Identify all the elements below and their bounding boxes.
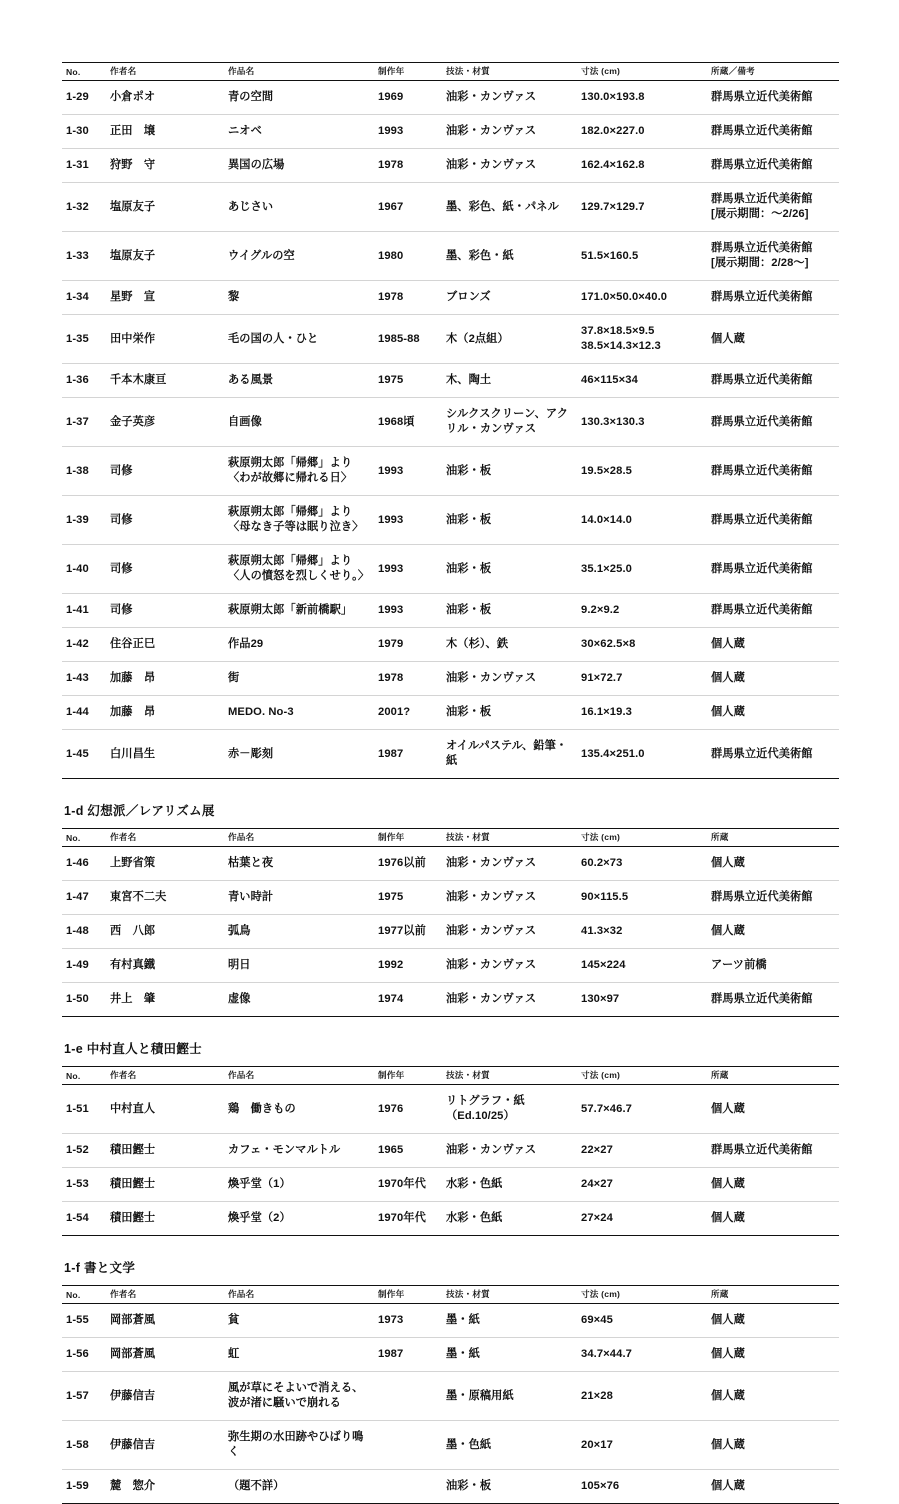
cell-work: 萩原朔太郎「帰郷」より〈わが故郷に帰れる日〉 (224, 447, 374, 496)
cell-owner: 個人蔵 (707, 1421, 839, 1470)
cell-owner: 群馬県立近代美術館 (707, 364, 839, 398)
cell-dimensions: 14.0×14.0 (577, 496, 707, 545)
col-header-year: 制作年 (374, 1286, 442, 1304)
cell-no: 1-35 (62, 315, 106, 364)
worklist-table (62, 1285, 839, 1504)
cell-year: 1985-88 (374, 315, 442, 364)
cell-artist: 積田鰹士 (106, 1134, 224, 1168)
cell-owner: 個人蔵 (707, 315, 839, 364)
table-row (62, 730, 839, 779)
cell-no: 1-45 (62, 730, 106, 779)
cell-dimensions: 35.1×25.0 (577, 545, 707, 594)
cell-owner: アーツ前橋 (707, 949, 839, 983)
cell-year: 2001? (374, 696, 442, 730)
cell-work: 貧 (224, 1304, 374, 1338)
cell-year: 1977以前 (374, 915, 442, 949)
cell-no: 1-41 (62, 594, 106, 628)
owner-name: 群馬県立近代美術館 (711, 242, 813, 254)
table-row (62, 496, 839, 545)
cell-no: 1-47 (62, 881, 106, 915)
cell-work: 萩原朔太郎「新前橋駅」 (224, 594, 374, 628)
table-row (62, 949, 839, 983)
cell-work: 青い時計 (224, 881, 374, 915)
cell-dimensions: 130×97 (577, 983, 707, 1017)
table-row (62, 1470, 839, 1504)
cell-no: 1-58 (62, 1421, 106, 1470)
cell-no: 1-34 (62, 281, 106, 315)
cell-dimensions: 162.4×162.8 (577, 149, 707, 183)
cell-artist: 井上 肇 (106, 983, 224, 1017)
table-row (62, 364, 839, 398)
table-row (62, 1134, 839, 1168)
cell-material: 水彩・色紙 (442, 1202, 577, 1236)
cell-work: 街 (224, 662, 374, 696)
cell-no: 1-49 (62, 949, 106, 983)
cell-owner: 群馬県立近代美術館 (707, 149, 839, 183)
cell-material: 油彩・カンヴァス (442, 662, 577, 696)
col-header-owner: 所蔵 (707, 1286, 839, 1304)
cell-dimensions: 21×28 (577, 1372, 707, 1421)
cell-owner: 群馬県立近代美術館 (707, 115, 839, 149)
cell-owner: 個人蔵 (707, 1202, 839, 1236)
table-row (62, 1338, 839, 1372)
cell-work: ウイグルの空 (224, 232, 374, 281)
table-row (62, 1168, 839, 1202)
table-row (62, 1202, 839, 1236)
cell-material: 墨・紙 (442, 1304, 577, 1338)
cell-work: 赤－彫刻 (224, 730, 374, 779)
cell-artist: 司修 (106, 594, 224, 628)
table-header-row (62, 63, 839, 81)
cell-year: 1973 (374, 1304, 442, 1338)
col-header-dimensions: 寸法 (cm) (577, 1067, 707, 1085)
col-header-no: No. (62, 829, 106, 847)
cell-year: 1976以前 (374, 847, 442, 881)
table-row (62, 545, 839, 594)
cell-dimensions: 22×27 (577, 1134, 707, 1168)
table-row (62, 881, 839, 915)
cell-year (374, 1421, 442, 1470)
cell-artist: 司修 (106, 545, 224, 594)
cell-year: 1975 (374, 881, 442, 915)
cell-work: 萩原朔太郎「帰郷」より〈人の憤怒を烈しくせり。〉 (224, 545, 374, 594)
cell-no: 1-46 (62, 847, 106, 881)
cell-work: 異国の広場 (224, 149, 374, 183)
cell-owner: 個人蔵 (707, 1470, 839, 1504)
cell-year (374, 1470, 442, 1504)
cell-year: 1975 (374, 364, 442, 398)
table-row (62, 81, 839, 115)
table-row (62, 149, 839, 183)
cell-owner: 群馬県立近代美術館 (707, 398, 839, 447)
cell-dimensions: 30×62.5×8 (577, 628, 707, 662)
cell-work: 青の空間 (224, 81, 374, 115)
cell-no: 1-48 (62, 915, 106, 949)
col-header-owner: 所蔵／備考 (707, 63, 839, 81)
cell-no: 1-31 (62, 149, 106, 183)
cell-work: ある風景 (224, 364, 374, 398)
cell-owner: 群馬県立近代美術館 (707, 594, 839, 628)
col-header-work: 作品名 (224, 829, 374, 847)
col-header-year: 制作年 (374, 63, 442, 81)
col-header-year: 制作年 (374, 1067, 442, 1085)
cell-artist: 白川昌生 (106, 730, 224, 779)
cell-work: 明日 (224, 949, 374, 983)
cell-material: 油彩・板 (442, 545, 577, 594)
cell-year (374, 1372, 442, 1421)
cell-year: 1987 (374, 730, 442, 779)
sections-container (62, 62, 839, 1504)
cell-owner: 個人蔵 (707, 1304, 839, 1338)
cell-work: カフェ・モンマルトル (224, 1134, 374, 1168)
cell-year: 1993 (374, 545, 442, 594)
col-header-no: No. (62, 1067, 106, 1085)
cell-owner (707, 232, 839, 281)
cell-dimensions: 9.2×9.2 (577, 594, 707, 628)
cell-no: 1-39 (62, 496, 106, 545)
col-header-work: 作品名 (224, 1067, 374, 1085)
col-header-dimensions: 寸法 (cm) (577, 1286, 707, 1304)
cell-year: 1993 (374, 115, 442, 149)
cell-artist: 小倉ポオ (106, 81, 224, 115)
cell-artist: 狩野 守 (106, 149, 224, 183)
cell-material: 墨、彩色・紙 (442, 232, 577, 281)
cell-no: 1-51 (62, 1085, 106, 1134)
cell-no: 1-53 (62, 1168, 106, 1202)
cell-material: シルクスクリーン、アクリル・カンヴァス (442, 398, 577, 447)
cell-artist: 伊藤信吉 (106, 1421, 224, 1470)
cell-material: 木（杉）、鉄 (442, 628, 577, 662)
cell-material: 墨・原稿用紙 (442, 1372, 577, 1421)
section-section-1-e (62, 1017, 839, 1236)
cell-owner: 個人蔵 (707, 696, 839, 730)
cell-dimensions: 129.7×129.7 (577, 183, 707, 232)
col-header-material: 技法・材質 (442, 829, 577, 847)
cell-dimensions: 182.0×227.0 (577, 115, 707, 149)
cell-owner (707, 183, 839, 232)
cell-artist: 千本木康亘 (106, 364, 224, 398)
table-row (62, 847, 839, 881)
cell-year: 1974 (374, 983, 442, 1017)
cell-no: 1-42 (62, 628, 106, 662)
cell-dimensions: 46×115×34 (577, 364, 707, 398)
cell-artist: 岡部蒼風 (106, 1304, 224, 1338)
cell-dimensions: 91×72.7 (577, 662, 707, 696)
cell-owner: 群馬県立近代美術館 (707, 983, 839, 1017)
cell-no: 1-29 (62, 81, 106, 115)
section-heading: 1-d 幻想派／レアリズム展 (64, 804, 215, 818)
cell-year: 1965 (374, 1134, 442, 1168)
section-heading: 1-f 書と文学 (64, 1261, 136, 1275)
cell-dimensions (577, 315, 707, 364)
cell-year: 1968頃 (374, 398, 442, 447)
cell-material: 油彩・板 (442, 447, 577, 496)
cell-artist: 岡部蒼風 (106, 1338, 224, 1372)
col-header-artist: 作者名 (106, 1067, 224, 1085)
table-row (62, 183, 839, 232)
cell-year: 1979 (374, 628, 442, 662)
cell-dimensions: 135.4×251.0 (577, 730, 707, 779)
cell-material: 油彩・カンヴァス (442, 1134, 577, 1168)
cell-owner: 群馬県立近代美術館 (707, 730, 839, 779)
cell-artist: 住谷正巳 (106, 628, 224, 662)
cell-work: 枯葉と夜 (224, 847, 374, 881)
cell-work: 弥生期の水田跡やひばり鳴く (224, 1421, 374, 1470)
cell-no: 1-59 (62, 1470, 106, 1504)
table-row (62, 281, 839, 315)
cell-work: 作品29 (224, 628, 374, 662)
cell-material: リトグラフ・紙（Ed.10/25） (442, 1085, 577, 1134)
cell-owner: 群馬県立近代美術館 (707, 81, 839, 115)
cell-year: 1993 (374, 447, 442, 496)
cell-owner: 個人蔵 (707, 1168, 839, 1202)
cell-material: 油彩・カンヴァス (442, 149, 577, 183)
section-section-1-d (62, 779, 839, 1017)
cell-work: ニオベ (224, 115, 374, 149)
cell-material: 油彩・カンヴァス (442, 115, 577, 149)
cell-year: 1992 (374, 949, 442, 983)
col-header-dimensions: 寸法 (cm) (577, 829, 707, 847)
col-header-owner: 所蔵 (707, 1067, 839, 1085)
cell-year: 1969 (374, 81, 442, 115)
cell-no: 1-57 (62, 1372, 106, 1421)
section-section-c-continued (62, 62, 839, 779)
cell-work: 煥乎堂（2） (224, 1202, 374, 1236)
col-header-artist: 作者名 (106, 829, 224, 847)
table-header-row (62, 1286, 839, 1304)
cell-dimensions: 171.0×50.0×40.0 (577, 281, 707, 315)
cell-artist: 田中栄作 (106, 315, 224, 364)
cell-artist: 西 八郎 (106, 915, 224, 949)
cell-dimensions: 69×45 (577, 1304, 707, 1338)
cell-no: 1-44 (62, 696, 106, 730)
cell-work: 毛の国の人・ひと (224, 315, 374, 364)
cell-artist: 加藤 昂 (106, 662, 224, 696)
col-header-artist: 作者名 (106, 63, 224, 81)
cell-dimensions: 60.2×73 (577, 847, 707, 881)
cell-dimensions: 130.0×193.8 (577, 81, 707, 115)
cell-artist: 塩原友子 (106, 232, 224, 281)
cell-work: 黎 (224, 281, 374, 315)
cell-artist: 加藤 昂 (106, 696, 224, 730)
table-row (62, 115, 839, 149)
worklist-table (62, 1066, 839, 1236)
worklist-table (62, 828, 839, 1017)
section-heading: 1-e 中村直人と積田鰹士 (64, 1042, 202, 1056)
cell-artist: 塩原友子 (106, 183, 224, 232)
cell-no: 1-32 (62, 183, 106, 232)
cell-dimensions: 16.1×19.3 (577, 696, 707, 730)
cell-material: 油彩・カンヴァス (442, 983, 577, 1017)
cell-year: 1987 (374, 1338, 442, 1372)
cell-material: 油彩・板 (442, 496, 577, 545)
cell-dimensions: 19.5×28.5 (577, 447, 707, 496)
table-row (62, 398, 839, 447)
cell-material: 油彩・カンヴァス (442, 915, 577, 949)
cell-dimensions: 27×24 (577, 1202, 707, 1236)
cell-artist: 麓 惣介 (106, 1470, 224, 1504)
table-row (62, 447, 839, 496)
cell-material: 墨・色紙 (442, 1421, 577, 1470)
cell-year: 1978 (374, 149, 442, 183)
cell-artist: 司修 (106, 496, 224, 545)
cell-owner: 個人蔵 (707, 1372, 839, 1421)
cell-material: 油彩・板 (442, 696, 577, 730)
cell-year: 1993 (374, 594, 442, 628)
cell-no: 1-30 (62, 115, 106, 149)
cell-artist: 東宮不二夫 (106, 881, 224, 915)
table-row (62, 662, 839, 696)
cell-dimensions: 34.7×44.7 (577, 1338, 707, 1372)
table-row (62, 1372, 839, 1421)
cell-no: 1-50 (62, 983, 106, 1017)
cell-dimensions: 51.5×160.5 (577, 232, 707, 281)
cell-year: 1980 (374, 232, 442, 281)
owner-exhibit-note: [展示期間：〜2/26] (711, 208, 809, 220)
table-row (62, 594, 839, 628)
cell-dimensions: 24×27 (577, 1168, 707, 1202)
table-row (62, 1085, 839, 1134)
col-header-no: No. (62, 63, 106, 81)
cell-owner: 個人蔵 (707, 915, 839, 949)
table-row (62, 232, 839, 281)
cell-no: 1-33 (62, 232, 106, 281)
cell-work: 虹 (224, 1338, 374, 1372)
cell-work: 虚像 (224, 983, 374, 1017)
col-header-no: No. (62, 1286, 106, 1304)
owner-name: 群馬県立近代美術館 (711, 193, 813, 205)
table-row (62, 628, 839, 662)
cell-material: 油彩・カンヴァス (442, 81, 577, 115)
cell-material: 墨、彩色、紙・パネル (442, 183, 577, 232)
table-header-row (62, 829, 839, 847)
cell-no: 1-37 (62, 398, 106, 447)
cell-artist: 司修 (106, 447, 224, 496)
cell-material: オイルパステル、鉛筆・紙 (442, 730, 577, 779)
cell-owner: 群馬県立近代美術館 (707, 281, 839, 315)
cell-year: 1970年代 (374, 1168, 442, 1202)
cell-owner: 群馬県立近代美術館 (707, 545, 839, 594)
cell-dimensions: 20×17 (577, 1421, 707, 1470)
col-header-year: 制作年 (374, 829, 442, 847)
cell-work: （題不詳） (224, 1470, 374, 1504)
cell-material: ブロンズ (442, 281, 577, 315)
cell-dimensions: 41.3×32 (577, 915, 707, 949)
col-header-material: 技法・材質 (442, 1286, 577, 1304)
col-header-material: 技法・材質 (442, 1067, 577, 1085)
cell-year: 1978 (374, 662, 442, 696)
cell-work: あじさい (224, 183, 374, 232)
cell-no: 1-56 (62, 1338, 106, 1372)
dimension-line: 38.5×14.3×12.3 (581, 340, 661, 352)
cell-dimensions: 90×115.5 (577, 881, 707, 915)
cell-artist: 伊藤信吉 (106, 1372, 224, 1421)
table-row (62, 915, 839, 949)
cell-material: 油彩・カンヴァス (442, 949, 577, 983)
col-header-work: 作品名 (224, 1286, 374, 1304)
cell-dimensions: 130.3×130.3 (577, 398, 707, 447)
cell-work: 萩原朔太郎「帰郷」より〈母なき子等は眠り泣き〉 (224, 496, 374, 545)
cell-dimensions: 57.7×46.7 (577, 1085, 707, 1134)
cell-dimensions: 105×76 (577, 1470, 707, 1504)
worklist-table (62, 62, 839, 779)
cell-artist: 星野 宣 (106, 281, 224, 315)
section-section-1-f (62, 1236, 839, 1504)
cell-material: 木、陶土 (442, 364, 577, 398)
cell-artist: 積田鰹士 (106, 1168, 224, 1202)
cell-owner: 群馬県立近代美術館 (707, 881, 839, 915)
table-header-row (62, 1067, 839, 1085)
cell-no: 1-38 (62, 447, 106, 496)
cell-material: 油彩・板 (442, 1470, 577, 1504)
col-header-work: 作品名 (224, 63, 374, 81)
cell-year: 1970年代 (374, 1202, 442, 1236)
cell-material: 水彩・色紙 (442, 1168, 577, 1202)
cell-artist: 金子英彦 (106, 398, 224, 447)
cell-dimensions: 145×224 (577, 949, 707, 983)
cell-artist: 有村真鐵 (106, 949, 224, 983)
cell-year: 1976 (374, 1085, 442, 1134)
owner-exhibit-note: [展示期間：2/28〜] (711, 257, 809, 269)
cell-no: 1-55 (62, 1304, 106, 1338)
cell-owner: 群馬県立近代美術館 (707, 447, 839, 496)
table-row (62, 696, 839, 730)
cell-owner: 個人蔵 (707, 628, 839, 662)
cell-material: 墨・紙 (442, 1338, 577, 1372)
col-header-dimensions: 寸法 (cm) (577, 63, 707, 81)
cell-artist: 正田 壌 (106, 115, 224, 149)
cell-year: 1993 (374, 496, 442, 545)
cell-work: 自画像 (224, 398, 374, 447)
cell-owner: 個人蔵 (707, 662, 839, 696)
cell-owner: 個人蔵 (707, 1338, 839, 1372)
col-header-owner: 所蔵 (707, 829, 839, 847)
table-row (62, 1421, 839, 1470)
cell-owner: 個人蔵 (707, 1085, 839, 1134)
table-row (62, 1304, 839, 1338)
cell-owner: 個人蔵 (707, 847, 839, 881)
cell-owner: 群馬県立近代美術館 (707, 1134, 839, 1168)
cell-artist: 積田鰹士 (106, 1202, 224, 1236)
cell-no: 1-43 (62, 662, 106, 696)
cell-material: 油彩・カンヴァス (442, 847, 577, 881)
cell-no: 1-40 (62, 545, 106, 594)
col-header-artist: 作者名 (106, 1286, 224, 1304)
cell-material: 油彩・カンヴァス (442, 881, 577, 915)
table-row (62, 315, 839, 364)
cell-material: 油彩・板 (442, 594, 577, 628)
cell-no: 1-52 (62, 1134, 106, 1168)
cell-artist: 中村直人 (106, 1085, 224, 1134)
cell-owner: 群馬県立近代美術館 (707, 496, 839, 545)
cell-work: 鶏 働きもの (224, 1085, 374, 1134)
dimension-line: 37.8×18.5×9.5 (581, 325, 655, 337)
cell-no: 1-36 (62, 364, 106, 398)
cell-artist: 上野省策 (106, 847, 224, 881)
cell-year: 1978 (374, 281, 442, 315)
cell-no: 1-54 (62, 1202, 106, 1236)
cell-work: 弧鳥 (224, 915, 374, 949)
table-row (62, 983, 839, 1017)
cell-work: 風が草にそよいで消える、波が渚に騒いで崩れる (224, 1372, 374, 1421)
cell-work: MEDO. No-3 (224, 696, 374, 730)
cell-year: 1967 (374, 183, 442, 232)
cell-material: 木（2点組） (442, 315, 577, 364)
col-header-material: 技法・材質 (442, 63, 577, 81)
cell-work: 煥乎堂（1） (224, 1168, 374, 1202)
